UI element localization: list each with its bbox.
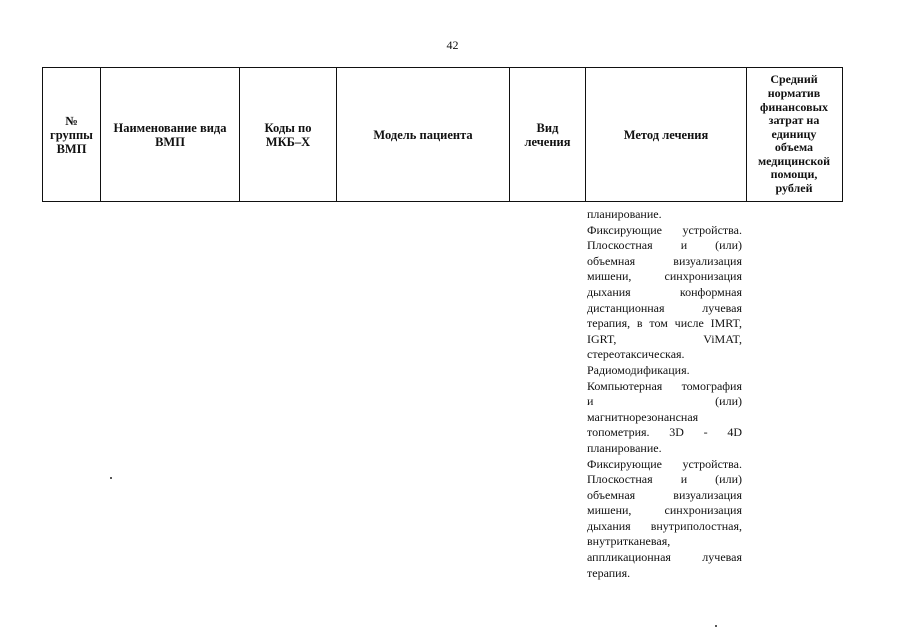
method-text-line: Фиксирующие устройства. <box>587 456 742 471</box>
method-text-line: мишени, синхронизация <box>587 269 742 284</box>
method-text-line: аппликационная лучевая <box>587 550 742 565</box>
method-text-line: магнитнорезонансная <box>587 409 699 424</box>
method-text-line: терапия. <box>587 565 631 580</box>
method-text-line: Радиомодификация. <box>587 362 690 377</box>
method-text-line: дыхания конформная <box>587 284 742 299</box>
header-treatment-method: Метод лечения <box>585 68 746 201</box>
method-text-line: топометрия. 3D - 4D <box>587 425 742 440</box>
table-header <box>42 67 843 202</box>
method-text-line: Фиксирующие устройства. <box>587 222 742 237</box>
method-text-line: стереотаксическая. <box>587 347 685 362</box>
header-vmp-type-name: Наименование вида ВМП <box>100 68 239 201</box>
header-treatment-type: Вид лечения <box>509 68 585 201</box>
method-text-line: IGRT, ViMAT, <box>587 331 742 346</box>
method-text-line: терапия, в том числе IMRT, <box>587 316 742 331</box>
method-text-line: планирование. <box>587 440 662 455</box>
method-text-line: Плоскостная и (или) <box>587 238 742 253</box>
method-text-line: дистанционная лучевая <box>587 300 742 315</box>
method-text-line: объемная визуализация <box>587 487 742 502</box>
treatment-method-cell <box>587 207 742 581</box>
scan-speck <box>715 625 717 627</box>
header-patient-model: Модель пациента <box>336 68 509 201</box>
page-number: 42 <box>446 38 459 52</box>
method-text-line: дыхания внутриполостная, <box>587 518 742 533</box>
method-text-line: внутритканевая, <box>587 534 671 549</box>
header-icd-codes: Коды по МКБ–Х <box>239 68 336 201</box>
method-text-line: и (или) <box>587 394 742 409</box>
method-text-line: объемная визуализация <box>587 253 742 268</box>
method-text-line: Плоскостная и (или) <box>587 472 742 487</box>
method-text-line: планирование. <box>587 207 662 221</box>
header-average-cost: Средний норматив финансовых затрат на единицу объема медицинской помощи, рублей <box>746 68 841 201</box>
header-group-number: № группы ВМП <box>50 113 93 156</box>
scan-speck <box>110 477 112 479</box>
method-text-line: Компьютерная томография <box>587 378 742 393</box>
method-text-line: мишени, синхронизация <box>587 503 742 518</box>
